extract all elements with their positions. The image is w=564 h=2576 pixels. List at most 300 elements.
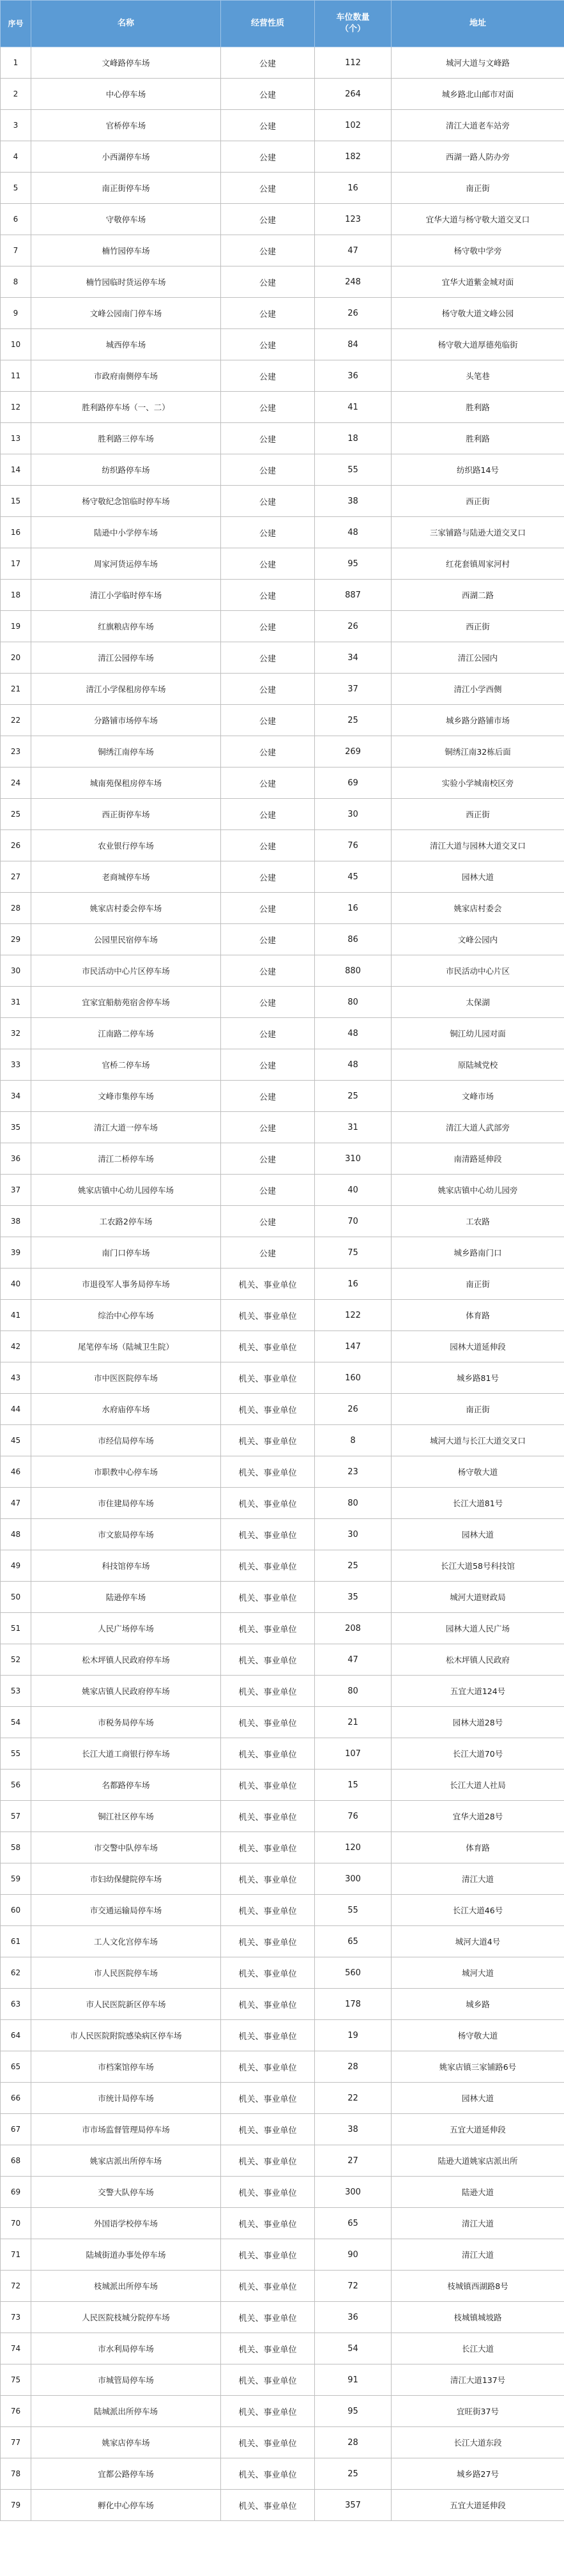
cell-address: 文峰市场: [392, 1081, 564, 1112]
cell-address: 杨守敬大道: [392, 2020, 564, 2051]
cell-operation-type: 机关、事业单位: [221, 2302, 315, 2333]
cell-serial-number: 67: [1, 2114, 31, 2145]
cell-serial-number: 43: [1, 1362, 31, 1394]
cell-address: 铜江幼儿园对面: [392, 1018, 564, 1049]
cell-space-count: 300: [315, 2177, 392, 2208]
cell-serial-number: 37: [1, 1175, 31, 1206]
cell-operation-type: 机关、事业单位: [221, 2083, 315, 2114]
cell-name: 陆逊中小学停车场: [31, 517, 221, 548]
cell-name: 市档案馆停车场: [31, 2051, 221, 2083]
cell-operation-type: 机关、事业单位: [221, 2364, 315, 2396]
cell-operation-type: 机关、事业单位: [221, 1676, 315, 1707]
cell-address: 南正街: [392, 1269, 564, 1300]
cell-serial-number: 22: [1, 705, 31, 736]
cell-operation-type: 机关、事业单位: [221, 1863, 315, 1895]
cell-serial-number: 47: [1, 1488, 31, 1519]
cell-name: 清江小学保租房停车场: [31, 674, 221, 705]
cell-name: 官桥停车场: [31, 110, 221, 141]
cell-operation-type: 公建: [221, 423, 315, 454]
cell-space-count: 112: [315, 47, 392, 79]
cell-operation-type: 机关、事业单位: [221, 2490, 315, 2521]
cell-serial-number: 35: [1, 1112, 31, 1143]
cell-address: 五宜大道延伸段: [392, 2114, 564, 2145]
cell-space-count: 69: [315, 767, 392, 799]
cell-space-count: 30: [315, 1519, 392, 1550]
cell-operation-type: 机关、事业单位: [221, 2458, 315, 2490]
cell-space-count: 41: [315, 392, 392, 423]
cell-address: 杨守敬大道文峰公园: [392, 298, 564, 329]
cell-address: 五宜大道124号: [392, 1676, 564, 1707]
cell-serial-number: 66: [1, 2083, 31, 2114]
cell-serial-number: 77: [1, 2427, 31, 2458]
cell-serial-number: 78: [1, 2458, 31, 2490]
table-row: [1, 1832, 564, 1863]
cell-space-count: 25: [315, 1550, 392, 1582]
cell-address: 胜利路: [392, 423, 564, 454]
cell-serial-number: 62: [1, 1957, 31, 1989]
cell-name: 城南苑保租房停车场: [31, 767, 221, 799]
cell-address: 市民活动中心片区: [392, 955, 564, 987]
cell-name: 南正街停车场: [31, 173, 221, 204]
cell-address: 城乡路: [392, 1989, 564, 2020]
cell-address: 园林大道人民广场: [392, 1613, 564, 1644]
cell-space-count: 95: [315, 2396, 392, 2427]
cell-space-count: 65: [315, 2208, 392, 2239]
cell-operation-type: 机关、事业单位: [221, 2239, 315, 2271]
cell-name: 水府庙停车场: [31, 1394, 221, 1425]
table-row: [1, 1770, 564, 1801]
cell-name: 市人民医院停车场: [31, 1957, 221, 1989]
cell-name: 楠竹园停车场: [31, 235, 221, 266]
table-row: [1, 1456, 564, 1488]
cell-operation-type: 机关、事业单位: [221, 1394, 315, 1425]
cell-operation-type: 公建: [221, 392, 315, 423]
table-row: [1, 1738, 564, 1770]
cell-serial-number: 58: [1, 1832, 31, 1863]
cell-operation-type: 公建: [221, 298, 315, 329]
cell-space-count: 48: [315, 517, 392, 548]
cell-name: 清江二桥停车场: [31, 1143, 221, 1175]
cell-operation-type: 机关、事业单位: [221, 2020, 315, 2051]
cell-space-count: 76: [315, 1801, 392, 1832]
cell-address: 宜华大道紫金城对面: [392, 266, 564, 298]
cell-address: 文峰公园内: [392, 924, 564, 955]
cell-operation-type: 机关、事业单位: [221, 1613, 315, 1644]
header-space-count-line1: 车位数量: [336, 13, 370, 22]
cell-space-count: 48: [315, 1049, 392, 1081]
cell-name: 公园里民宿停车场: [31, 924, 221, 955]
cell-name: 市交警中队停车场: [31, 1832, 221, 1863]
cell-operation-type: 机关、事业单位: [221, 2208, 315, 2239]
cell-serial-number: 40: [1, 1269, 31, 1300]
cell-space-count: 26: [315, 298, 392, 329]
cell-serial-number: 41: [1, 1300, 31, 1331]
cell-serial-number: 7: [1, 235, 31, 266]
cell-space-count: 47: [315, 1644, 392, 1676]
cell-serial-number: 69: [1, 2177, 31, 2208]
table-row: [1, 767, 564, 799]
cell-operation-type: 机关、事业单位: [221, 2177, 315, 2208]
cell-serial-number: 24: [1, 767, 31, 799]
table-row: [1, 830, 564, 861]
table-row: [1, 705, 564, 736]
cell-space-count: 16: [315, 893, 392, 924]
table-row: [1, 2145, 564, 2177]
cell-name: 姚家店派出所停车场: [31, 2145, 221, 2177]
cell-space-count: 47: [315, 235, 392, 266]
cell-serial-number: 14: [1, 454, 31, 486]
cell-space-count: 55: [315, 1895, 392, 1926]
cell-name: 尾笔停车场（陆城卫生院）: [31, 1331, 221, 1362]
cell-space-count: 65: [315, 1926, 392, 1957]
cell-operation-type: 公建: [221, 1206, 315, 1237]
cell-name: 市文旅局停车场: [31, 1519, 221, 1550]
cell-name: 姚家店镇人民政府停车场: [31, 1676, 221, 1707]
table-row: [1, 1926, 564, 1957]
cell-address: 杨守敬大道: [392, 1456, 564, 1488]
cell-address: 城乡路27号: [392, 2458, 564, 2490]
cell-name: 松木坪镇人民政府停车场: [31, 1644, 221, 1676]
cell-address: 园林大道延伸段: [392, 1331, 564, 1362]
cell-operation-type: 机关、事业单位: [221, 1269, 315, 1300]
cell-address: 城乡路分路铺市场: [392, 705, 564, 736]
cell-operation-type: 公建: [221, 674, 315, 705]
cell-operation-type: 公建: [221, 204, 315, 235]
cell-space-count: 31: [315, 1112, 392, 1143]
cell-serial-number: 79: [1, 2490, 31, 2521]
cell-address: 红花套镇周家河村: [392, 548, 564, 580]
table-row: [1, 1081, 564, 1112]
cell-address: 枝城镇西湖路8号: [392, 2271, 564, 2302]
cell-address: 松木坪镇人民政府: [392, 1644, 564, 1676]
cell-address: 园林大道: [392, 1519, 564, 1550]
table-row: [1, 486, 564, 517]
cell-address: 南清路延伸段: [392, 1143, 564, 1175]
cell-serial-number: 34: [1, 1081, 31, 1112]
cell-name: 文峰路停车场: [31, 47, 221, 79]
cell-name: 小西湖停车场: [31, 141, 221, 173]
table-row: [1, 2114, 564, 2145]
cell-space-count: 102: [315, 110, 392, 141]
cell-name: 城西停车场: [31, 329, 221, 360]
cell-operation-type: 公建: [221, 329, 315, 360]
cell-address: 宜华大道28号: [392, 1801, 564, 1832]
cell-space-count: 300: [315, 1863, 392, 1895]
header-space-count-line2: （个）: [340, 24, 365, 34]
cell-name: 市民活动中心片区停车场: [31, 955, 221, 987]
cell-name: 红旗粮店停车场: [31, 611, 221, 642]
cell-address: 城河大道与文峰路: [392, 47, 564, 79]
cell-address: 长江大道81号: [392, 1488, 564, 1519]
table-row: [1, 1957, 564, 1989]
table-row: [1, 2271, 564, 2302]
cell-serial-number: 23: [1, 736, 31, 767]
cell-space-count: 36: [315, 2302, 392, 2333]
cell-operation-type: 公建: [221, 454, 315, 486]
cell-space-count: 264: [315, 79, 392, 110]
cell-space-count: 22: [315, 2083, 392, 2114]
cell-address: 三家铺路与陆逊大道交叉口: [392, 517, 564, 548]
cell-address: 体育路: [392, 1300, 564, 1331]
table-row: [1, 548, 564, 580]
cell-address: 宜旺街37号: [392, 2396, 564, 2427]
cell-address: 清江大道与园林大道交叉口: [392, 830, 564, 861]
table-row: [1, 1331, 564, 1362]
cell-serial-number: 51: [1, 1613, 31, 1644]
table-row: [1, 2020, 564, 2051]
cell-serial-number: 12: [1, 392, 31, 423]
table-row: [1, 1801, 564, 1832]
cell-name: 官桥二停车场: [31, 1049, 221, 1081]
cell-name: 胜利路三停车场: [31, 423, 221, 454]
cell-space-count: 26: [315, 611, 392, 642]
cell-name: 铜绣江南停车场: [31, 736, 221, 767]
cell-space-count: 107: [315, 1738, 392, 1770]
cell-serial-number: 13: [1, 423, 31, 454]
table-row: [1, 1895, 564, 1926]
cell-space-count: 34: [315, 642, 392, 674]
table-row: [1, 1362, 564, 1394]
cell-space-count: 880: [315, 955, 392, 987]
cell-serial-number: 28: [1, 893, 31, 924]
cell-operation-type: 机关、事业单位: [221, 1926, 315, 1957]
cell-operation-type: 机关、事业单位: [221, 1832, 315, 1863]
table-row: [1, 235, 564, 266]
cell-name: 清江大道一停车场: [31, 1112, 221, 1143]
cell-serial-number: 39: [1, 1237, 31, 1269]
cell-serial-number: 5: [1, 173, 31, 204]
cell-address: 清江大道老车站旁: [392, 110, 564, 141]
cell-serial-number: 76: [1, 2396, 31, 2427]
table-row: [1, 1519, 564, 1550]
cell-address: 长江大道58号科技馆: [392, 1550, 564, 1582]
cell-address: 长江大道东段: [392, 2427, 564, 2458]
cell-operation-type: 公建: [221, 141, 315, 173]
cell-operation-type: 公建: [221, 235, 315, 266]
cell-space-count: 25: [315, 1081, 392, 1112]
cell-address: 实验小学城南校区旁: [392, 767, 564, 799]
cell-name: 市交通运输局停车场: [31, 1895, 221, 1926]
cell-serial-number: 64: [1, 2020, 31, 2051]
cell-space-count: 15: [315, 1770, 392, 1801]
cell-serial-number: 9: [1, 298, 31, 329]
table-row: [1, 1237, 564, 1269]
table-row: [1, 204, 564, 235]
table-row: [1, 423, 564, 454]
cell-name: 清江小学临时停车场: [31, 580, 221, 611]
cell-space-count: 269: [315, 736, 392, 767]
cell-serial-number: 60: [1, 1895, 31, 1926]
cell-serial-number: 53: [1, 1676, 31, 1707]
cell-operation-type: 公建: [221, 1237, 315, 1269]
cell-name: 枝城派出所停车场: [31, 2271, 221, 2302]
table-row: [1, 2208, 564, 2239]
cell-address: 头笔巷: [392, 360, 564, 392]
cell-space-count: 40: [315, 1175, 392, 1206]
cell-space-count: 80: [315, 1676, 392, 1707]
table-row: [1, 1300, 564, 1331]
cell-operation-type: 机关、事业单位: [221, 1550, 315, 1582]
cell-name: 市经信局停车场: [31, 1425, 221, 1456]
table-row: [1, 1707, 564, 1738]
cell-space-count: 120: [315, 1832, 392, 1863]
cell-name: 市人民医院附院感染病区停车场: [31, 2020, 221, 2051]
cell-space-count: 123: [315, 204, 392, 235]
cell-operation-type: 公建: [221, 893, 315, 924]
cell-address: 清江公园内: [392, 642, 564, 674]
cell-address: 陆逊大道: [392, 2177, 564, 2208]
table-row: [1, 893, 564, 924]
cell-serial-number: 57: [1, 1801, 31, 1832]
cell-address: 长江大道人社局: [392, 1770, 564, 1801]
cell-operation-type: 公建: [221, 987, 315, 1018]
cell-address: 城河大道财政局: [392, 1582, 564, 1613]
table-row: [1, 1488, 564, 1519]
table-row: [1, 141, 564, 173]
cell-name: 市城管局停车场: [31, 2364, 221, 2396]
cell-address: 城河大道4号: [392, 1926, 564, 1957]
cell-address: 宜华大道与杨守敬大道交叉口: [392, 204, 564, 235]
cell-space-count: 36: [315, 360, 392, 392]
cell-name: 市税务局停车场: [31, 1707, 221, 1738]
cell-serial-number: 38: [1, 1206, 31, 1237]
cell-space-count: 248: [315, 266, 392, 298]
cell-name: 胜利路停车场（一、二）: [31, 392, 221, 423]
cell-address: 姚家店镇三家铺路6号: [392, 2051, 564, 2083]
cell-operation-type: 公建: [221, 799, 315, 830]
cell-address: 西正街: [392, 486, 564, 517]
cell-space-count: 84: [315, 329, 392, 360]
cell-address: 杨守敬大道厚德苑临街: [392, 329, 564, 360]
cell-space-count: 90: [315, 2239, 392, 2271]
cell-address: 原陆城党校: [392, 1049, 564, 1081]
table-row: [1, 2490, 564, 2521]
cell-operation-type: 机关、事业单位: [221, 1644, 315, 1676]
cell-space-count: 28: [315, 2427, 392, 2458]
cell-serial-number: 45: [1, 1425, 31, 1456]
cell-operation-type: 机关、事业单位: [221, 2051, 315, 2083]
cell-operation-type: 机关、事业单位: [221, 1362, 315, 1394]
cell-name: 铜江社区停车场: [31, 1801, 221, 1832]
cell-operation-type: 公建: [221, 1081, 315, 1112]
table-row: [1, 611, 564, 642]
cell-name: 楠竹园临时货运停车场: [31, 266, 221, 298]
cell-space-count: 45: [315, 861, 392, 893]
table-row: [1, 1049, 564, 1081]
cell-operation-type: 机关、事业单位: [221, 1957, 315, 1989]
cell-operation-type: 机关、事业单位: [221, 1770, 315, 1801]
cell-address: 工农路: [392, 1206, 564, 1237]
table-row: [1, 1112, 564, 1143]
cell-space-count: 35: [315, 1582, 392, 1613]
cell-operation-type: 公建: [221, 1175, 315, 1206]
header-space-count: [315, 1, 392, 47]
cell-serial-number: 20: [1, 642, 31, 674]
cell-name: 人民医院枝城分院停车场: [31, 2302, 221, 2333]
cell-serial-number: 74: [1, 2333, 31, 2364]
cell-address: 南正街: [392, 1394, 564, 1425]
cell-name: 陆城派出所停车场: [31, 2396, 221, 2427]
cell-space-count: 26: [315, 1394, 392, 1425]
cell-serial-number: 75: [1, 2364, 31, 2396]
cell-serial-number: 46: [1, 1456, 31, 1488]
cell-serial-number: 2: [1, 79, 31, 110]
header-name: 名称: [31, 1, 221, 47]
table-row: [1, 955, 564, 987]
cell-operation-type: 公建: [221, 1112, 315, 1143]
cell-operation-type: 机关、事业单位: [221, 2396, 315, 2427]
table-row: [1, 2396, 564, 2427]
cell-serial-number: 18: [1, 580, 31, 611]
cell-serial-number: 3: [1, 110, 31, 141]
cell-name: 外国语学校停车场: [31, 2208, 221, 2239]
cell-serial-number: 63: [1, 1989, 31, 2020]
table-row: [1, 861, 564, 893]
cell-space-count: 91: [315, 2364, 392, 2396]
cell-serial-number: 55: [1, 1738, 31, 1770]
cell-serial-number: 70: [1, 2208, 31, 2239]
cell-name: 市市场监督管理局停车场: [31, 2114, 221, 2145]
cell-address: 清江小学西侧: [392, 674, 564, 705]
cell-operation-type: 公建: [221, 79, 315, 110]
cell-address: 南正街: [392, 173, 564, 204]
cell-space-count: 310: [315, 1143, 392, 1175]
cell-address: 园林大道: [392, 2083, 564, 2114]
cell-name: 交警大队停车场: [31, 2177, 221, 2208]
cell-name: 市妇幼保健院停车场: [31, 1863, 221, 1895]
table-row: [1, 1613, 564, 1644]
cell-serial-number: 68: [1, 2145, 31, 2177]
cell-space-count: 25: [315, 705, 392, 736]
cell-serial-number: 54: [1, 1707, 31, 1738]
cell-name: 周家河货运停车场: [31, 548, 221, 580]
cell-space-count: 147: [315, 1331, 392, 1362]
table-row: [1, 1863, 564, 1895]
cell-address: 长江大道: [392, 2333, 564, 2364]
cell-address: 胜利路: [392, 392, 564, 423]
cell-name: 市政府南侧停车场: [31, 360, 221, 392]
table-row: [1, 924, 564, 955]
cell-address: 西湖一路人防办旁: [392, 141, 564, 173]
cell-name: 市退役军人事务局停车场: [31, 1269, 221, 1300]
cell-space-count: 21: [315, 1707, 392, 1738]
cell-name: 南门口停车场: [31, 1237, 221, 1269]
cell-name: 市职教中心停车场: [31, 1456, 221, 1488]
cell-space-count: 357: [315, 2490, 392, 2521]
cell-serial-number: 44: [1, 1394, 31, 1425]
cell-serial-number: 65: [1, 2051, 31, 2083]
cell-operation-type: 机关、事业单位: [221, 2271, 315, 2302]
cell-operation-type: 公建: [221, 173, 315, 204]
cell-address: 城河大道与长江大道交叉口: [392, 1425, 564, 1456]
cell-name: 宜家宜船舫苑宿舍停车场: [31, 987, 221, 1018]
cell-operation-type: 公建: [221, 47, 315, 79]
table-row: [1, 110, 564, 141]
cell-space-count: 48: [315, 1018, 392, 1049]
cell-operation-type: 机关、事业单位: [221, 2333, 315, 2364]
cell-address: 杨守敬中学旁: [392, 235, 564, 266]
cell-address: 长江大道70号: [392, 1738, 564, 1770]
cell-operation-type: 机关、事业单位: [221, 1738, 315, 1770]
table-row: [1, 1676, 564, 1707]
cell-operation-type: 公建: [221, 266, 315, 298]
cell-operation-type: 机关、事业单位: [221, 1895, 315, 1926]
table-row: [1, 580, 564, 611]
cell-operation-type: 公建: [221, 642, 315, 674]
table-row: [1, 47, 564, 79]
cell-name: 文峰公园南门停车场: [31, 298, 221, 329]
cell-serial-number: 56: [1, 1770, 31, 1801]
